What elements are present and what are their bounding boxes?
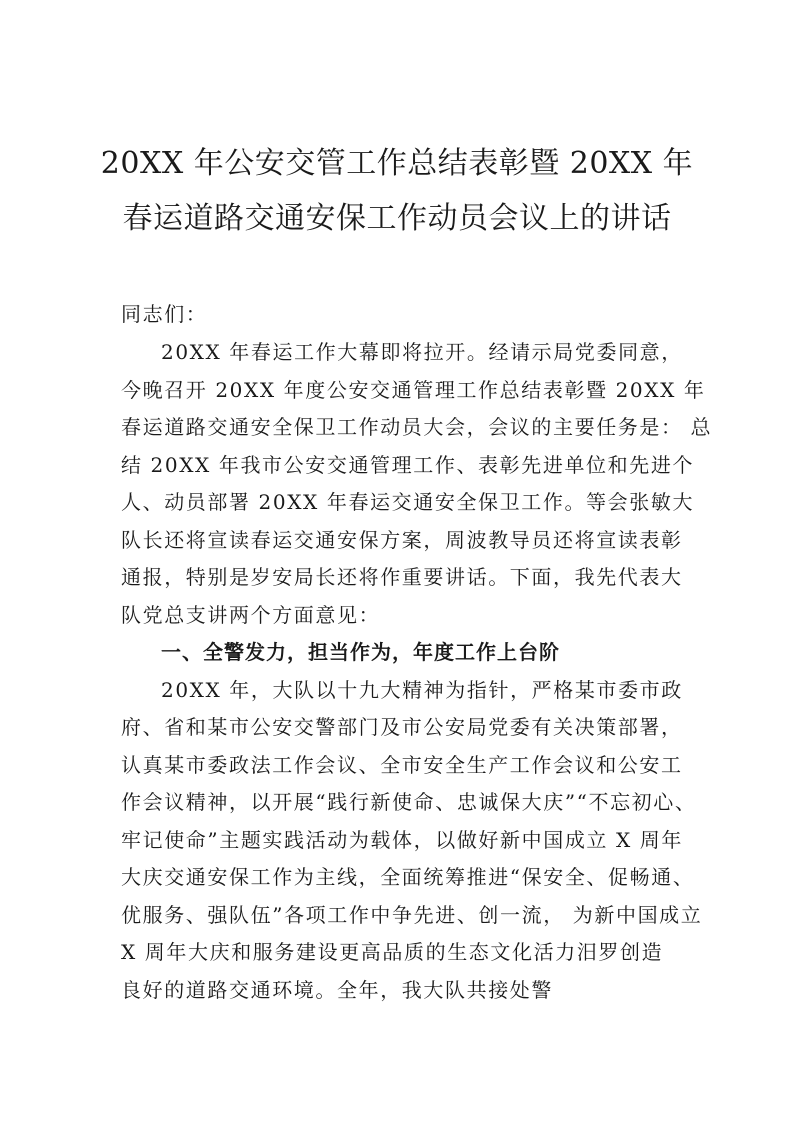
paragraph-line: 20XX 年，大队以十九大精神为指针，严格某市委市政 [161,678,683,702]
paragraph-line: 通报，特别是岁安局长还将作重要讲话。下面，我先代表大 [121,565,683,589]
paragraph-line: 府、省和某市公安交警部门及市公安局党委有关决策部署， [121,715,683,739]
paragraph-line: 大庆交通安保工作为主线，全面统筹推进“保安全、促畅通、 [121,865,695,889]
paragraph-line: 队长还将宣读春运交通安保方案，周波教导员还将宣读表彰 [121,528,683,552]
paragraph-line: 认真某市委政法工作会议、全市安全生产工作会议和公安工 [121,753,683,777]
paragraph-line: 优服务、强队伍”各项工作中争先进、创一流， 为新中国成立 [121,903,703,927]
section-heading: 一、全警发力，担当作为，年度工作上台阶 [161,640,560,664]
paragraph-line: 牢记使命”主题实践活动为载体，以做好新中国成立 X 周年 [121,828,683,852]
salutation: 同志们： [121,302,208,326]
document-title-line-1: 20XX 年公安交管工作总结表彰暨 20XX 年 [100,146,694,181]
paragraph-line: 结 20XX 年我市公安交通管理工作、表彰先进单位和先进个 [121,453,695,477]
paragraph-line: 良好的道路交通环境。全年，我大队共接处警 [121,978,553,1002]
paragraph-line: 作会议精神，以开展“践行新使命、忠诚保大庆”“不忘初心、 [121,790,697,814]
paragraph-line: 队党总支讲两个方面意见： [121,603,381,627]
paragraph-line: 20XX 年春运工作大幕即将拉开。经请示局党委同意， [161,340,683,364]
paragraph-line: X 周年大庆和服务建设更高品质的生态文化活力汨罗创造 [121,940,664,964]
paragraph-line: 春运道路交通安全保卫工作动员大会，会议的主要任务是： 总 [121,415,713,439]
document-title-line-2: 春运道路交通安保工作动员会议上的讲话 [122,201,672,236]
paragraph-line: 今晚召开 20XX 年度公安交通管理工作总结表彰暨 20XX 年 [121,378,706,402]
paragraph-line: 人、动员部署 20XX 年春运交通安全保卫工作。等会张敏大 [121,490,695,514]
